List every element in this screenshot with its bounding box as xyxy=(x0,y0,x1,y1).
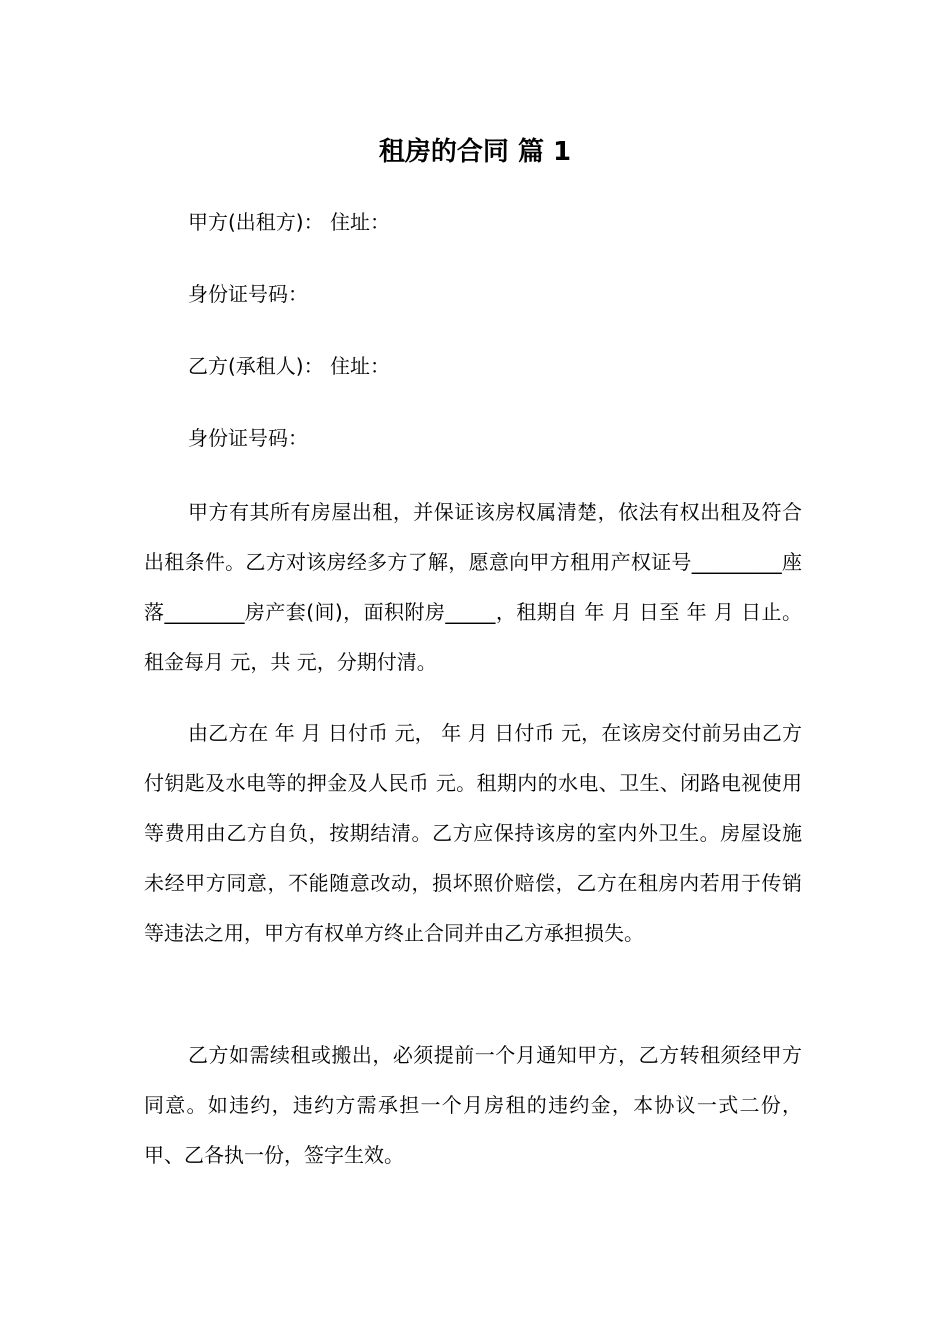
party-a-line: 甲方(出租方)： 住址： xyxy=(188,210,390,234)
paragraph-rental-terms: 甲方有其所有房屋出租，并保证该房权属清楚，依法有权出租及符合出租条件。乙方对该房经多方了解，愿意向甲方租用产权证号_________座落________房产套(间)，面积附房_____，租期自 年 月 日至 年 月 日止。租金每月 元，共 元，分期付清。 xyxy=(144,500,802,674)
paragraph-payment-terms: 由乙方在 年 月 日付币 元， 年 月 日付币 元，在该房交付前另由乙方付钥匙及水电等的押金及人民币 元。租期内的水电、卫生、闭路电视使用等费用由乙方自负，按期结清。乙方应保持该房的室内外卫生。房屋设施未经甲方同意，不能随意改动，损坏照价赔偿，乙方在租房内若用于传销等违法之用，甲方有权单方终止合同并由乙方承担损失。 xyxy=(144,721,802,945)
party-a-id-line: 身份证号码： xyxy=(188,282,308,306)
party-b-id-line: 身份证号码： xyxy=(188,426,308,450)
party-b-line: 乙方(承租人)： 住址： xyxy=(188,354,390,378)
document-title: 租房的合同 篇 1 xyxy=(378,137,572,167)
paragraph-renewal-terms: 乙方如需续租或搬出，必须提前一个月通知甲方，乙方转租须经甲方同意。如违约，违约方需承担一个月房租的违约金，本协议一式二份，甲、乙各执一份，签字生效。 xyxy=(144,1043,802,1167)
